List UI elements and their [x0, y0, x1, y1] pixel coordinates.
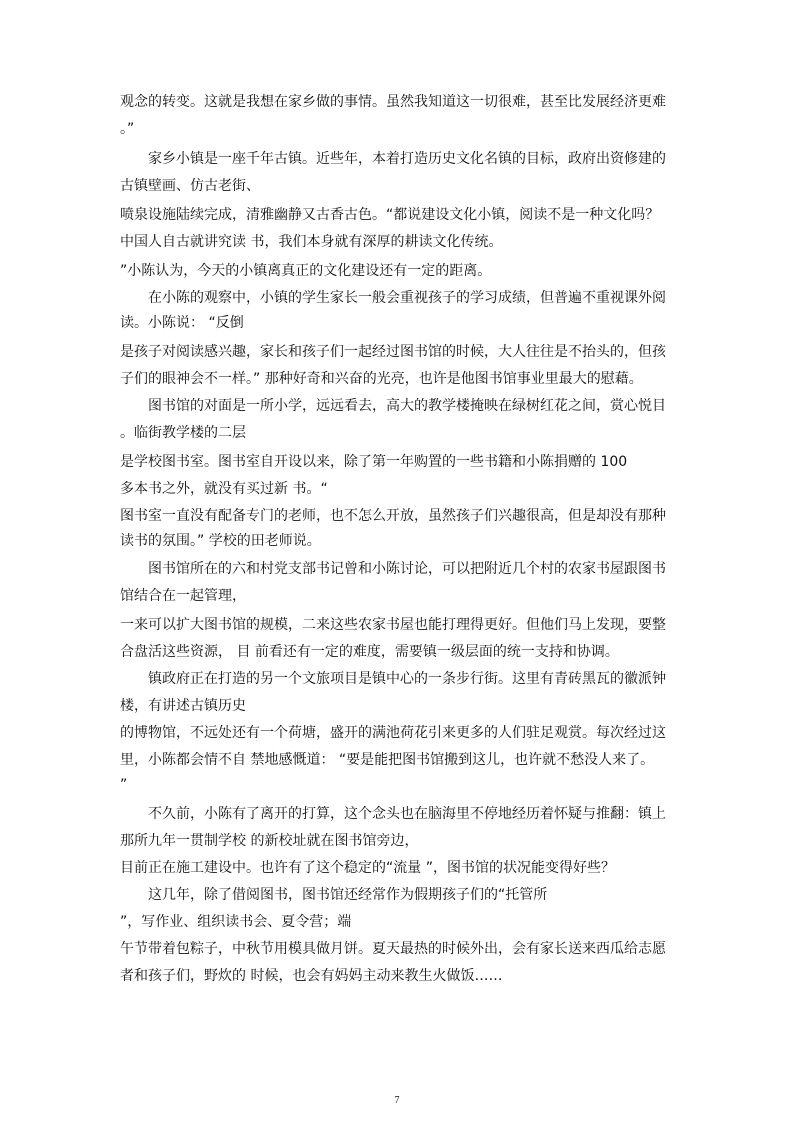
- text-line: 。”: [120, 121, 135, 137]
- text-line: 子们的眼神会不一样。” 那种好奇和兴奋的光亮，也许是他图书馆事业里最大的慰藉。: [120, 371, 643, 387]
- text-line: 午节带着包粽子，中秋节用模具做月饼。夏天最热的时候外出，会有家长送来西瓜给志愿: [120, 941, 666, 957]
- text-line: 楼，有讲述古镇历史: [120, 698, 246, 714]
- text-line: 镇政府正在打造的另一个文旅项目是镇中心的一条步行街。这里有青砖黑瓦的徽派钟: [120, 671, 666, 687]
- text-line: 观念的转变。这就是我想在家乡做的事情。虽然我知道这一切很难，甚至比发展经济更难: [120, 94, 666, 110]
- text-line: 一来可以扩大图书馆的规模，二来这些农家书屋也能打理得更好。但他们马上发现，要整: [120, 617, 666, 633]
- text-line: 不久前，小陈有了离开的打算，这个念头也在脑海里不停地经历着怀疑与推翻：镇上: [120, 806, 666, 822]
- text-line: 在小陈的观察中，小镇的学生家长一般会重视孩子的学习成绩，但普遍不重视课外阅: [120, 290, 666, 306]
- text-line: 古镇壁画、仿古老街、: [120, 178, 260, 194]
- text-line: 中国人自古就讲究读 书，我们本身就有深厚的耕读文化传统。: [120, 234, 503, 250]
- text-line: ”，写作业、组织读书会、夏令营；端: [120, 914, 352, 930]
- text-line: ”: [120, 777, 128, 793]
- text-line: 读书的氛围。” 学校的田老师说。: [120, 533, 321, 549]
- text-line: 图书馆的对面是一所小学，远远看去，高大的教学楼掩映在绿树红花之间，赏心悦目: [120, 398, 666, 414]
- text-line: 是孩子对阅读感兴趣，家长和孩子们一起经过图书馆的时候，大人往往是不抬头的，但孩: [120, 344, 666, 360]
- text-line: 家乡小镇是一座千年古镇。近些年，本着打造历史文化名镇的目标，政府出资修建的: [120, 151, 666, 167]
- text-line: 合盘活这些资源， 目 前看还有一定的难度，需要镇一级层面的统一支持和协调。: [120, 644, 619, 660]
- text-line: 读。小陈说： “反倒: [120, 315, 244, 331]
- text-line: 是学校图书室。图书室自开设以来，除了第一年购置的一些书籍和小陈捐赠的 100: [120, 454, 628, 470]
- text-line: ”小陈认为，今天的小镇离真正的文化建设还有一定的距离。: [120, 263, 492, 279]
- text-line: 这几年，除了借阅图书，图书馆还经常作为假期孩子们的“托管所: [120, 887, 548, 903]
- text-line: 目前正在施工建设中。也许有了这个稳定的“流量 ”，图书馆的状况能变得好些？: [120, 860, 615, 876]
- text-line: 喷泉设施陆续完成，清雅幽静又古香古色。“都说建设文化小镇，阅读不是一种文化吗？: [120, 207, 660, 223]
- text-line: 里，小陈都会情不自 禁地感慨道： “要是能把图书馆搬到这儿，也许就不愁没人来了。: [120, 752, 655, 768]
- text-line: 多本书之外，就没有买过新 书。“: [120, 481, 328, 497]
- page-number: 7: [394, 1095, 400, 1106]
- text-line: 。临街教学楼的二层: [120, 425, 246, 441]
- text-line: 馆结合在一起管理，: [120, 588, 246, 604]
- text-line: 图书馆所在的六和村党支部书记曾和小陈讨论，可以把附近几个村的农家书屋跟图书: [120, 561, 666, 577]
- text-line: 者和孩子们，野炊的 时候，也会有妈妈主动来教生火做饭……: [120, 968, 503, 984]
- text-line: 图书室一直没有配备专门的老师，也不怎么开放，虽然孩子们兴趣很高，但是却没有那种: [120, 508, 666, 524]
- text-line: 那所九年一贯制学校 的新校址就在图书馆旁边，: [120, 833, 419, 849]
- text-line: 的博物馆，不远处还有一个荷塘，盛开的满池荷花引来更多的人们驻足观赏。每次经过这: [120, 725, 666, 741]
